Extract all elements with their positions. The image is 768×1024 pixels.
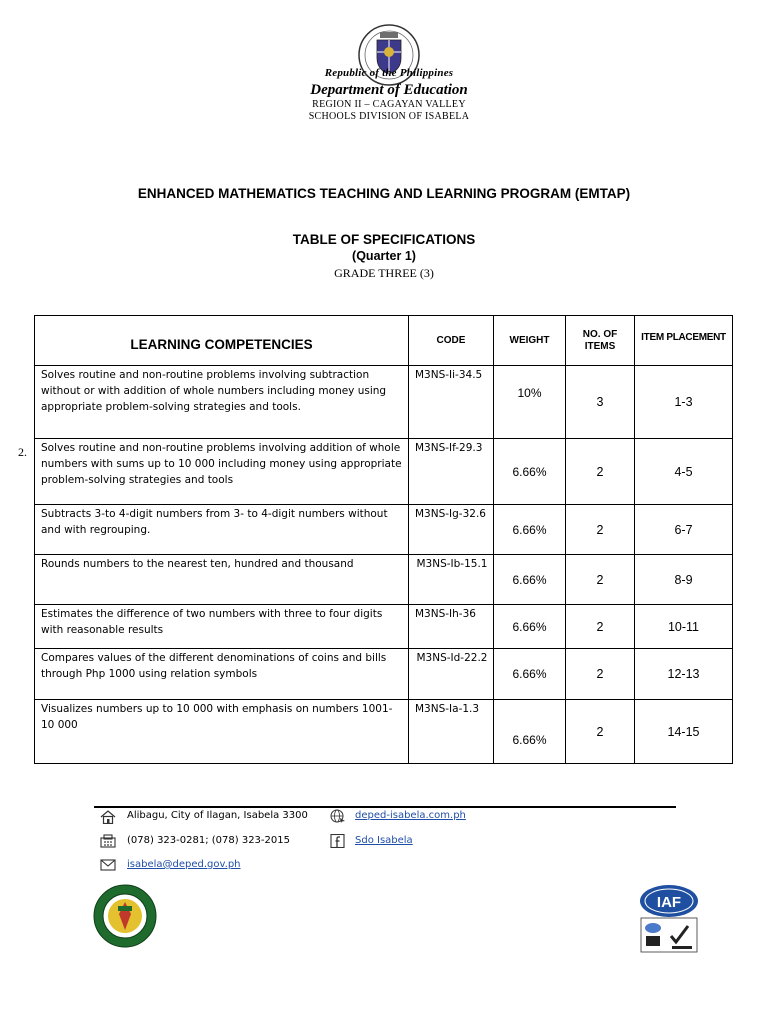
- facebook-icon: [330, 834, 346, 848]
- specifications-table: [34, 315, 733, 764]
- table-header-row: [35, 316, 733, 366]
- placement-cell: 4-5: [635, 439, 733, 505]
- footer-facebook-link[interactable]: Sdo Isabela: [355, 835, 413, 846]
- mail-icon: [100, 858, 116, 872]
- items-cell: 2: [566, 505, 635, 555]
- placement-cell: 10-11: [635, 605, 733, 649]
- weight-cell: 6.66%: [494, 700, 566, 764]
- items-cell: 2: [566, 555, 635, 605]
- weight-cell: 6.66%: [494, 649, 566, 700]
- header-division: SCHOOLS DIVISION OF ISABELA: [308, 111, 470, 122]
- header-competencies: LEARNING COMPETENCIES: [35, 316, 409, 366]
- competency-cell: Subtracts 3-to 4-digit numbers from 3- to 4-digit numbers without and with regrouping.: [35, 505, 409, 555]
- weight-cell: 6.66%: [494, 555, 566, 605]
- competency-cell: Visualizes numbers up to 10 000 with emphasis on numbers 1001-10 000: [35, 700, 409, 764]
- house-icon: [100, 810, 116, 824]
- table-row: [35, 439, 733, 505]
- phone-icon: [100, 834, 116, 848]
- weight-cell: 6.66%: [494, 439, 566, 505]
- placement-cell: 14-15: [635, 700, 733, 764]
- weight-cell: 10%: [494, 366, 566, 439]
- iaf-certification-logo: [638, 884, 700, 954]
- globe-icon: [330, 809, 346, 823]
- competency-cell: Solves routine and non-routine problems involving subtraction without or with addition of whole numbers including money using appropriate problem-solving strategies and tools.: [35, 366, 409, 439]
- row-number-marker: 2.: [18, 445, 27, 459]
- table-row: [35, 505, 733, 555]
- table-row: [35, 555, 733, 605]
- program-title: ENHANCED MATHEMATICS TEACHING AND LEARNING PROGRAM (EMTAP): [137, 186, 631, 201]
- weight-cell: 6.66%: [494, 605, 566, 649]
- table-row: [35, 700, 733, 764]
- items-cell: 2: [566, 605, 635, 649]
- tos-title: TABLE OF SPECIFICATIONS: [292, 232, 476, 247]
- weight-cell: 6.66%: [494, 505, 566, 555]
- header-code: CODE: [409, 316, 494, 366]
- footer-phone: (078) 323-0281; (078) 323-2015: [127, 835, 290, 846]
- header-weight: WEIGHT: [494, 316, 566, 366]
- table-row: [35, 366, 733, 439]
- code-cell: M3NS-Ih-36: [409, 605, 494, 649]
- header-region: REGION II – CAGAYAN VALLEY: [312, 99, 466, 110]
- items-cell: 2: [566, 700, 635, 764]
- footer-divider: [94, 806, 676, 808]
- iaf-logo-text: IAF: [656, 894, 682, 911]
- code-cell: M3NS-If-29.3: [409, 439, 494, 505]
- header-items: NO. OF ITEMS: [566, 316, 635, 366]
- code-cell: M3NS-Ib-15.1: [409, 555, 494, 605]
- items-cell: 2: [566, 649, 635, 700]
- code-cell: M3NS-Ia-1.3: [409, 700, 494, 764]
- competency-cell: Estimates the difference of two numbers with three to four digits with reasonable results: [35, 605, 409, 649]
- competency-cell: Compares values of the different denominations of coins and bills through Php 1000 using relation symbols: [35, 649, 409, 700]
- grade-label: GRADE THREE (3): [334, 266, 434, 280]
- footer-address: Alibagu, City of Ilagan, Isabela 3300: [127, 810, 308, 821]
- table-row: [35, 649, 733, 700]
- footer-email-link[interactable]: isabela@deped.gov.ph: [127, 859, 241, 870]
- code-cell: M3NS-Ii-34.5: [409, 366, 494, 439]
- code-cell: M3NS-Ig-32.6: [409, 505, 494, 555]
- competency-cell: Solves routine and non-routine problems involving addition of whole numbers with sums up to 10 000 including money using appropriate problem-solving strategies and tools: [35, 439, 409, 505]
- header-placement: ITEM PLACEMENT: [635, 316, 733, 366]
- placement-cell: 8-9: [635, 555, 733, 605]
- competency-cell: Rounds numbers to the nearest ten, hundred and thousand: [35, 555, 409, 605]
- division-seal-logo: [93, 884, 157, 948]
- placement-cell: 6-7: [635, 505, 733, 555]
- header-republic: Republic of the Philippines: [324, 67, 454, 79]
- placement-cell: 12-13: [635, 649, 733, 700]
- quarter-label: (Quarter 1): [352, 249, 416, 263]
- code-cell: M3NS-Id-22.2: [409, 649, 494, 700]
- footer-website-link[interactable]: deped-isabela.com.ph: [355, 810, 466, 821]
- items-cell: 3: [566, 366, 635, 439]
- items-cell: 2: [566, 439, 635, 505]
- placement-cell: 1-3: [635, 366, 733, 439]
- header-department: Department of Education: [310, 82, 468, 98]
- table-row: [35, 605, 733, 649]
